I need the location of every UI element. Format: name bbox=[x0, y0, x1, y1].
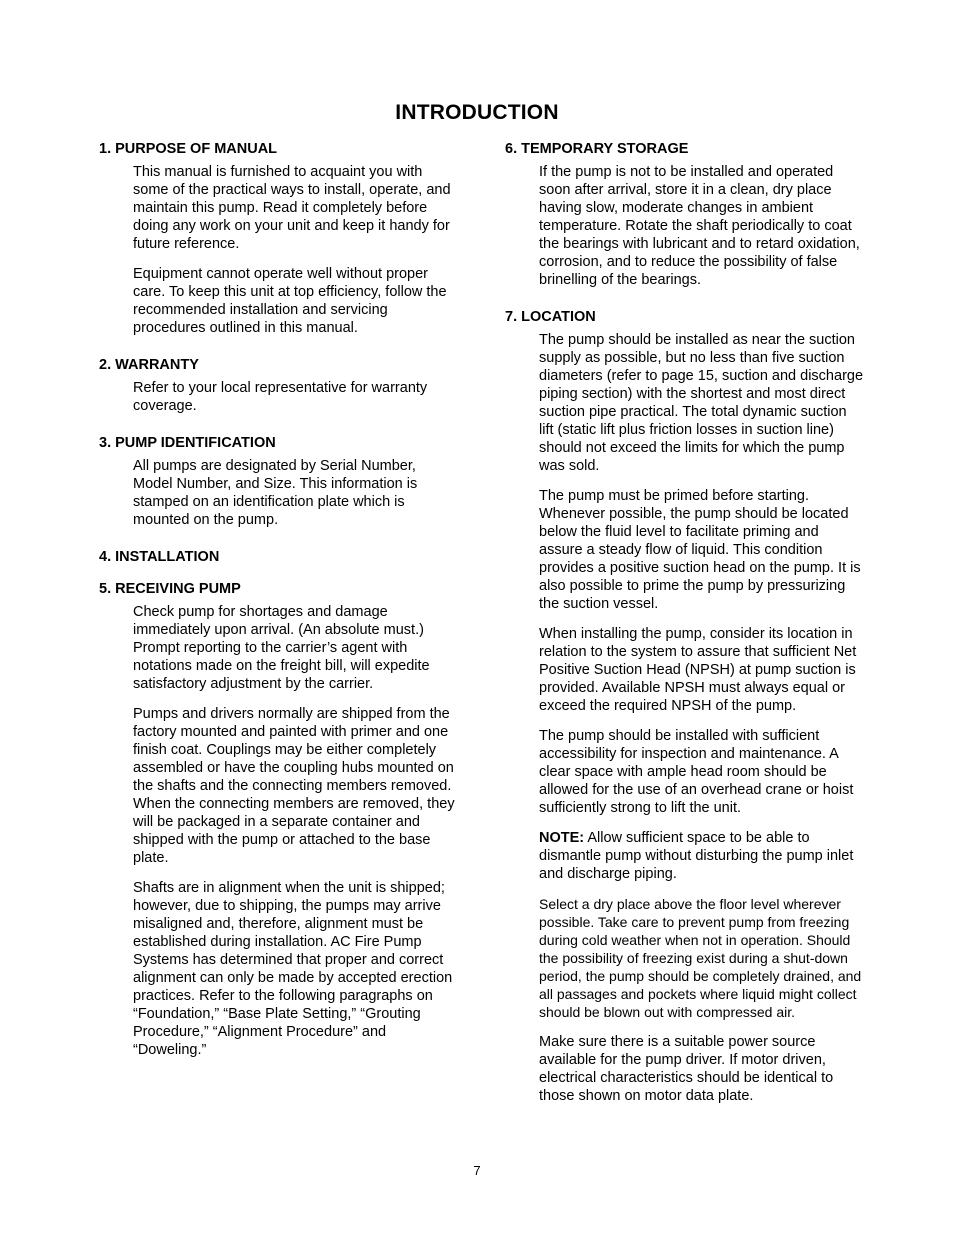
paragraph: Shafts are in alignment when the unit is shipped; however, due to shipping, the pumps may arrive misaligned and, therefore, alignment must be established during installation. AC Fire Pump Systems has determined that proper and correct alignment can only be made by accepted erection practices. Refer to the following paragraphs on “Foundation,” “Base Plate Setting,” “Grouting Procedure,” “Alignment Procedure” and “Doweling.” bbox=[133, 880, 453, 1058]
section-heading: 2. WARRANTY bbox=[99, 357, 199, 373]
note-paragraph bbox=[539, 829, 865, 883]
section-heading: 5. RECEIVING PUMP bbox=[99, 581, 241, 597]
paragraph: Check pump for shortages and damage immediately upon arrival. (An absolute must.) Prompt reporting to the carrier’s agent with notations made on the freight bill, will expedite satisfactory adjustment by the carrier. bbox=[133, 604, 430, 692]
right-column bbox=[505, 140, 865, 1124]
paragraph: Select a dry place above the floor level wherever possible. Take care to prevent pump from freezing during cold weather when not in operation. Should the possibility of freezing exist during a shut-down period, the pump should be completely drained, and all passages and pockets where liquid might collect should be blown out with compressed air. bbox=[539, 896, 862, 1020]
section-heading: 3. PUMP IDENTIFICATION bbox=[99, 435, 276, 451]
paragraph: When installing the pump, consider its location in relation to the system to assure that sufficient Net Positive Suction Head (NPSH) at pump suction is provided. Available NPSH must always equal or exceed the required NPSH of the pump. bbox=[539, 626, 857, 714]
paragraph: Equipment cannot operate well without proper care. To keep this unit at top efficiency, follow the recommended installation and servicing procedures outlined in this manual. bbox=[133, 266, 447, 336]
paragraph: Pumps and drivers normally are shipped from the factory mounted and painted with primer and one finish coat. Couplings may be either completely assembled or have the coupling hubs mounted on the shafts and the connecting members removed. When the connecting members are removed, they will be packaged in a separate container and shipped with the pump or attached to the base plate. bbox=[133, 706, 455, 866]
page-title: INTRODUCTION bbox=[395, 101, 559, 124]
paragraph: The pump must be primed before starting. Whenever possible, the pump should be located below the fluid level to facilitate priming and assure a steady flow of liquid. This condition provides a positive suction head on the pump. It is also possible to prime the pump by pressurizing the suction vessel. bbox=[539, 488, 861, 612]
section-temporary-storage bbox=[505, 140, 865, 289]
section-receiving-pump bbox=[99, 580, 459, 1059]
section-location bbox=[505, 308, 865, 1105]
paragraph: Make sure there is a suitable power source available for the pump driver. If motor driven, electrical characteristics should be identical to those shown on motor data plate. bbox=[539, 1034, 834, 1104]
note-text: Allow sufficient space to be able to dismantle pump without disturbing the pump inlet and discharge piping. bbox=[539, 830, 854, 882]
paragraph: All pumps are designated by Serial Number, Model Number, and Size. This information is stamped on an identification plate which is mounted on the pump. bbox=[133, 458, 418, 528]
section-heading: 7. LOCATION bbox=[505, 309, 596, 325]
section-pump-identification bbox=[99, 434, 459, 529]
section-purpose-of-manual bbox=[99, 140, 459, 337]
section-heading: 6. TEMPORARY STORAGE bbox=[505, 141, 689, 157]
section-warranty bbox=[99, 356, 459, 415]
note-label: NOTE: bbox=[539, 830, 585, 846]
paragraph: The pump should be installed with sufficient accessibility for inspection and maintenance. A clear space with ample head room should be allowed for the use of an overhead crane or hoist sufficiently strong to lift the unit. bbox=[539, 728, 854, 816]
paragraph: The pump should be installed as near the suction supply as possible, but no less than five suction diameters (refer to page 15, suction and discharge piping section) with the shortest and most direct suction pipe practical. The total dynamic suction lift (static lift plus friction losses in suction line) should not exceed the limits for which the pump was sold. bbox=[539, 332, 864, 474]
section-installation bbox=[99, 548, 459, 566]
paragraph: Refer to your local representative for warranty coverage. bbox=[133, 380, 428, 414]
page-number: 7 bbox=[473, 1163, 481, 1178]
paragraph: This manual is furnished to acquaint you with some of the practical ways to install, operate, and maintain this pump. Read it completely before doing any work on your unit and keep it handy for future reference. bbox=[133, 164, 451, 252]
section-heading: 4. INSTALLATION bbox=[99, 549, 220, 565]
paragraph: If the pump is not to be installed and operated soon after arrival, store it in a clean, dry place having slow, moderate changes in ambient temperature. Rotate the shaft periodically to coat the bearings with lubricant and to retard oxidation, corrosion, and to reduce the possibility of false brinelling of the bearings. bbox=[539, 164, 860, 288]
left-column bbox=[99, 140, 459, 1078]
section-heading: 1. PURPOSE OF MANUAL bbox=[99, 141, 278, 157]
